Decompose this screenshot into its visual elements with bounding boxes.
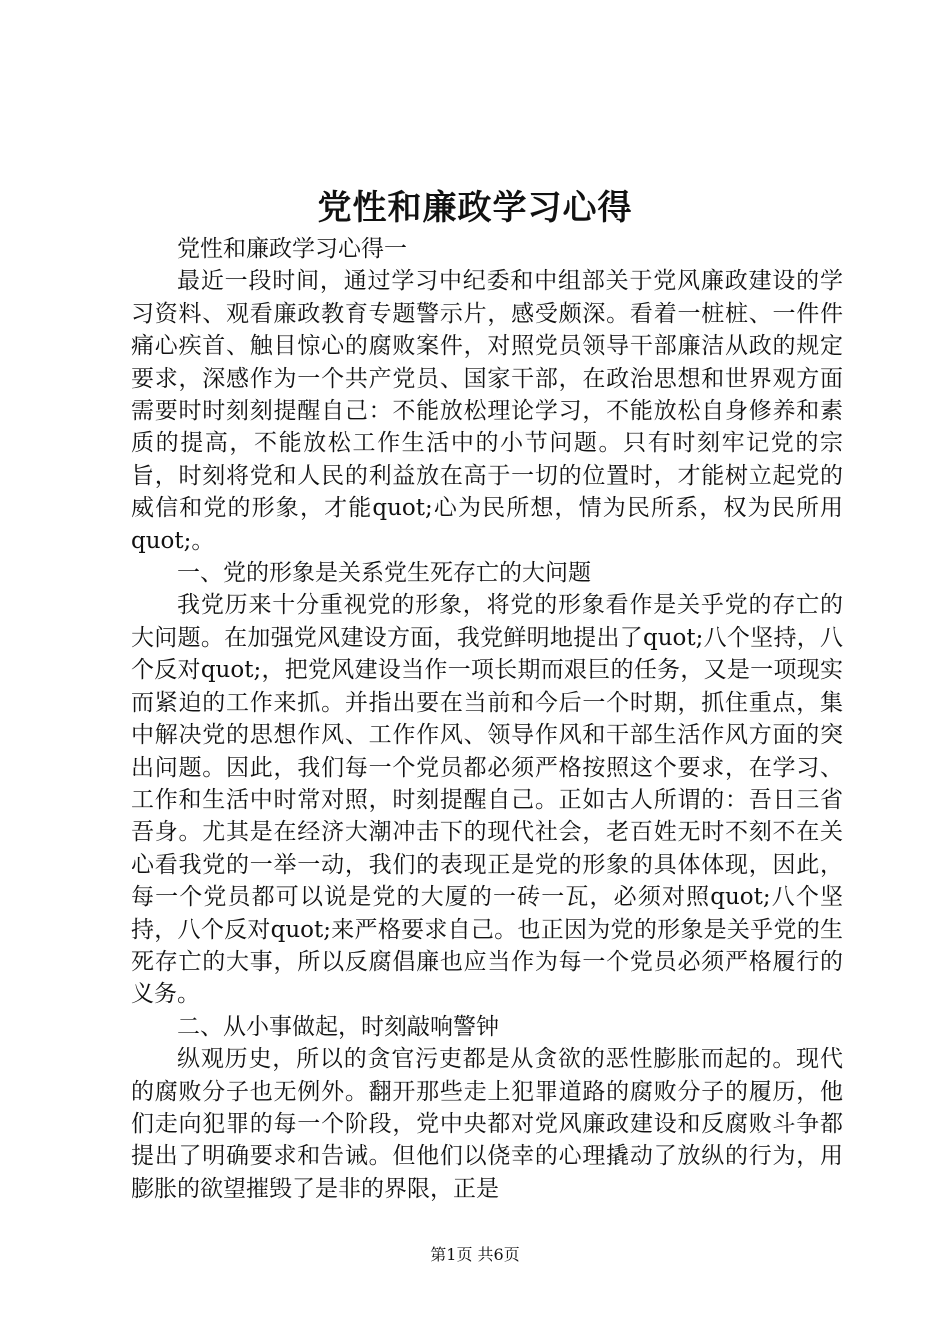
section-heading: 一、党的形象是关系党生死存亡的大问题: [177, 560, 591, 587]
body-paragraph: 纵观历史，所以的贪官污吏都是从贪欲的恶性膨胀而起的。现代的腐败分子也无例外。翻开那些走上犯罪道路的腐败分子的履历，他们走向犯罪的每一个阶段，党中央都对党风廉政建设和反腐败斗争都提出了明确要求和告诫。但他们以侥幸的心理撬动了放纵的行为，用膨胀的欲望摧毁了是非的界限，正是: [131, 1046, 843, 1202]
section-heading: 二、从小事做起，时刻敲响警钟: [177, 1013, 499, 1040]
document-title: 党性和廉政学习心得: [317, 188, 633, 228]
document-body: [131, 233, 843, 1205]
body-paragraph: 我党历来十分重视党的形象，将党的形象看作是关乎党的存亡的大问题。在加强党风建设方面，我党鲜明地提出了quot;八个坚持，八个反对quot;，把党风建设当作一项长期而艰巨的任务，又是一项现实而紧迫的工作来抓。并指出要在当前和今后一个时期，抓住重点，集中解决党的思想作风、工作作风、领导作风和干部生活作风方面的突出问题。因此，我们每一个党员都必须严格按照这个要求，在学习、工作和生活中时常对照，时刻提醒自己。正如古人所谓的：吾日三省吾身。尤其是在经济大潮冲击下的现代社会，老百姓无时不刻不在关心看我党的一举一动，我们的表现正是党的形象的具体体现，因此，每一个党员都可以说是党的大厦的一砖一瓦，必须对照quot;八个坚持，八个反对quot;来严格要求自己。也正因为党的形象是关乎党的生死存亡的大事，所以反腐倡廉也应当作为每一个党员必须严格履行的义务。: [131, 592, 843, 1008]
section-heading: 党性和廉政学习心得一: [177, 236, 407, 262]
page-number-footer: 第1页 共6页: [430, 1245, 520, 1264]
body-paragraph: 最近一段时间，通过学习中纪委和中组部关于党风廉政建设的学习资料、观看廉政教育专题警示片，感受颇深。看着一桩桩、一件件痛心疾首、触目惊心的腐败案件，对照党员领导干部廉洁从政的规定要求，深感作为一个共产党员、国家干部，在政治思想和世界观方面需要时时刻刻提醒自己：不能放松理论学习，不能放松自身修养和素质的提高，不能放松工作生活中的小节问题。只有时刻牢记党的宗旨，时刻将党和人民的利益放在高于一切的位置时，才能树立起党的威信和党的形象，才能quot;心为民所想，情为民所系，权为民所用quot;。: [131, 268, 843, 554]
